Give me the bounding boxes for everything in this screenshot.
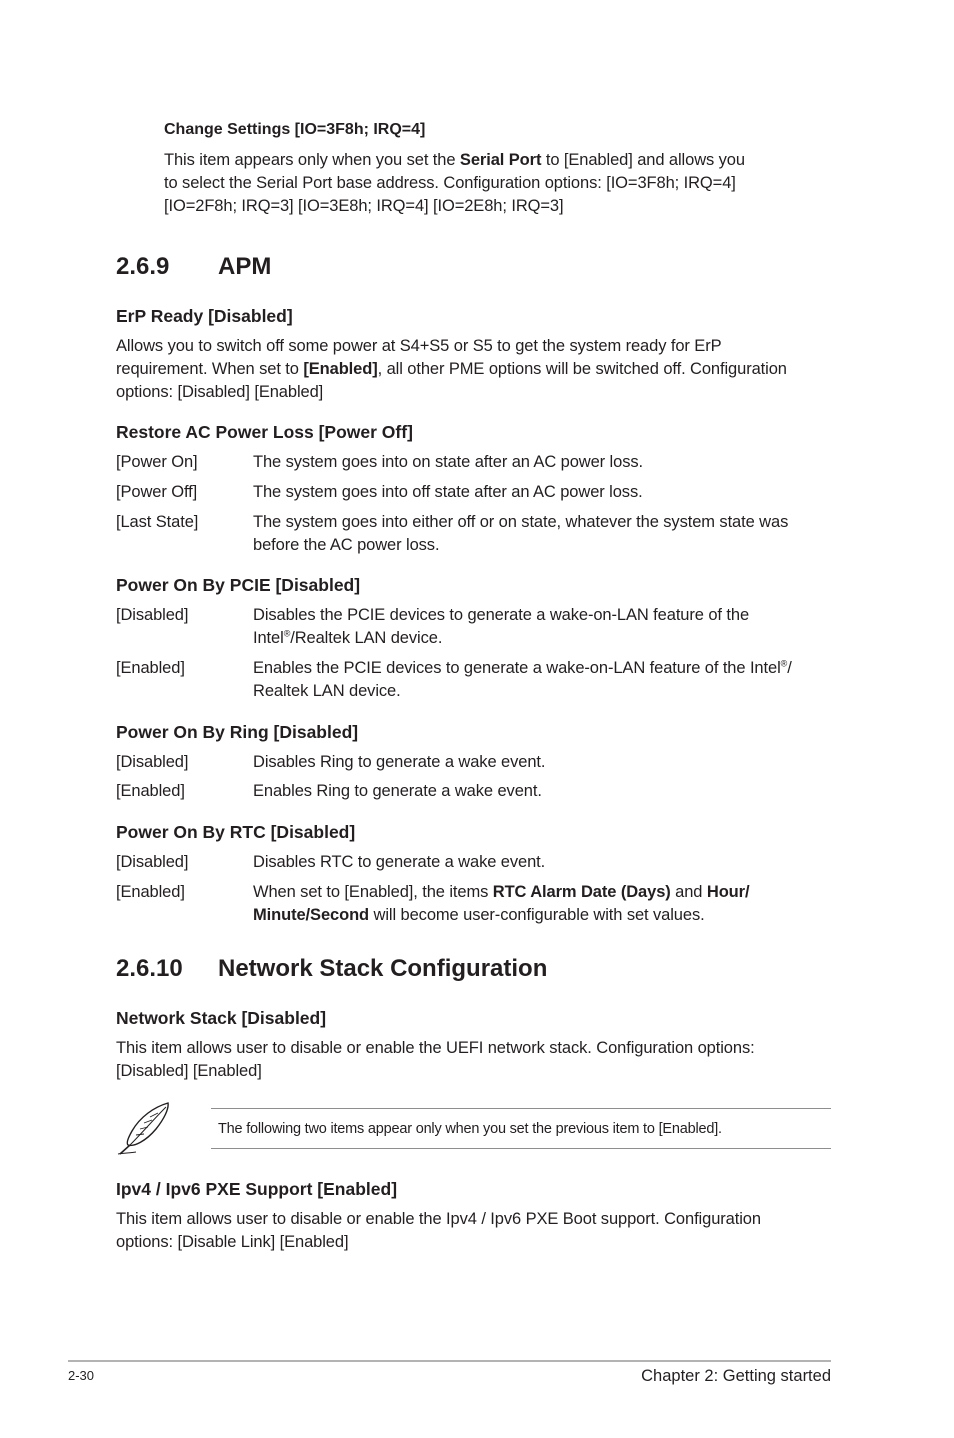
option-key: [Disabled] <box>116 753 189 771</box>
section-heading-apm <box>116 253 271 281</box>
page-number: 2-30 <box>68 1368 95 1383</box>
section-heading-network <box>116 955 547 983</box>
option-key: [Disabled] <box>116 853 189 871</box>
section-title: Network Stack Configuration <box>218 955 548 982</box>
option-description: The system goes into either off or on state, whatever the system state was before the AC power loss. <box>253 513 789 554</box>
registered-mark: ® <box>283 628 291 639</box>
note-text: The following two items appear only when you set the previous item to [Enabled]. <box>218 1121 722 1137</box>
change-settings-line-1: This item appears only when you set the Serial Port to [Enabled] and allows you <box>164 151 745 169</box>
network-stack-heading: Network Stack [Disabled] <box>116 1008 327 1028</box>
option-description: Disables the PCIE devices to generate a wake-on-LAN feature of the Intel®/Realtek LAN device. <box>253 606 750 647</box>
rtc-heading: Power On By RTC [Disabled] <box>116 822 356 842</box>
registered-mark: ® <box>780 658 788 669</box>
change-settings-description <box>164 149 844 218</box>
option-description: When set to [Enabled], the items RTC Alarm Date (Days) and Hour/ Minute/Second will become user-configurable with set values. <box>253 883 750 924</box>
option-description: Enables the PCIE devices to generate a wake-on-LAN feature of the Intel®/ Realtek LAN device. <box>253 658 792 700</box>
pxe-support-heading: Ipv4 / Ipv6 PXE Support [Enabled] <box>116 1179 398 1199</box>
option-key: [Enabled] <box>116 659 185 677</box>
option-key: [Power Off] <box>116 483 198 501</box>
option-description: Disables Ring to generate a wake event. <box>253 753 546 771</box>
change-settings-heading: Change Settings [IO=3F8h; IRQ=4] <box>164 121 426 138</box>
restore-ac-heading: Restore AC Power Loss [Power Off] <box>116 422 413 442</box>
footer-rule <box>68 1360 831 1362</box>
option-key: [Disabled] <box>116 606 189 624</box>
note-feather-icon <box>114 1101 174 1157</box>
erp-ready-heading: ErP Ready [Disabled] <box>116 306 293 326</box>
section-number: 2.6.10 <box>116 955 183 982</box>
network-stack-description: This item allows user to disable or enable the UEFI network stack. Configuration options: [Disabled] [Enabled] <box>116 1039 755 1080</box>
erp-ready-description: Allows you to switch off some power at S4+S5 or S5 to get the system ready for ErP requirement. When set to [Enabled], all other PME options will be switched off. Configuration options: [Disabled] [Enabled] <box>116 337 787 401</box>
pxe-support-description: This item allows user to disable or enable the Ipv4 / Ipv6 PXE Boot support. Configuration options: [Disable Link] [Enabled] <box>116 1210 761 1251</box>
option-key: [Enabled] <box>116 782 185 800</box>
change-settings-line-2: to select the Serial Port base address. Configuration options: [IO=3F8h; IRQ=4] <box>164 174 736 192</box>
section-number: 2.6.9 <box>116 253 170 280</box>
change-settings-line-3: [IO=2F8h; IRQ=3] [IO=3E8h; IRQ=4] [IO=2E8h; IRQ=3] <box>164 197 564 215</box>
chapter-title: Chapter 2: Getting started <box>641 1367 831 1385</box>
option-key: [Enabled] <box>116 883 185 901</box>
option-key: [Power On] <box>116 453 198 471</box>
note-top-rule <box>211 1108 831 1109</box>
option-description: The system goes into off state after an AC power loss. <box>253 483 643 501</box>
pcie-heading: Power On By PCIE [Disabled] <box>116 575 361 595</box>
option-description: Disables RTC to generate a wake event. <box>253 853 546 871</box>
ring-heading: Power On By Ring [Disabled] <box>116 722 359 742</box>
note-bottom-rule <box>211 1148 831 1149</box>
section-title: APM <box>218 253 272 280</box>
option-description: Enables Ring to generate a wake event. <box>253 782 542 800</box>
option-key: [Last State] <box>116 513 199 531</box>
option-description: The system goes into on state after an AC power loss. <box>253 453 643 471</box>
